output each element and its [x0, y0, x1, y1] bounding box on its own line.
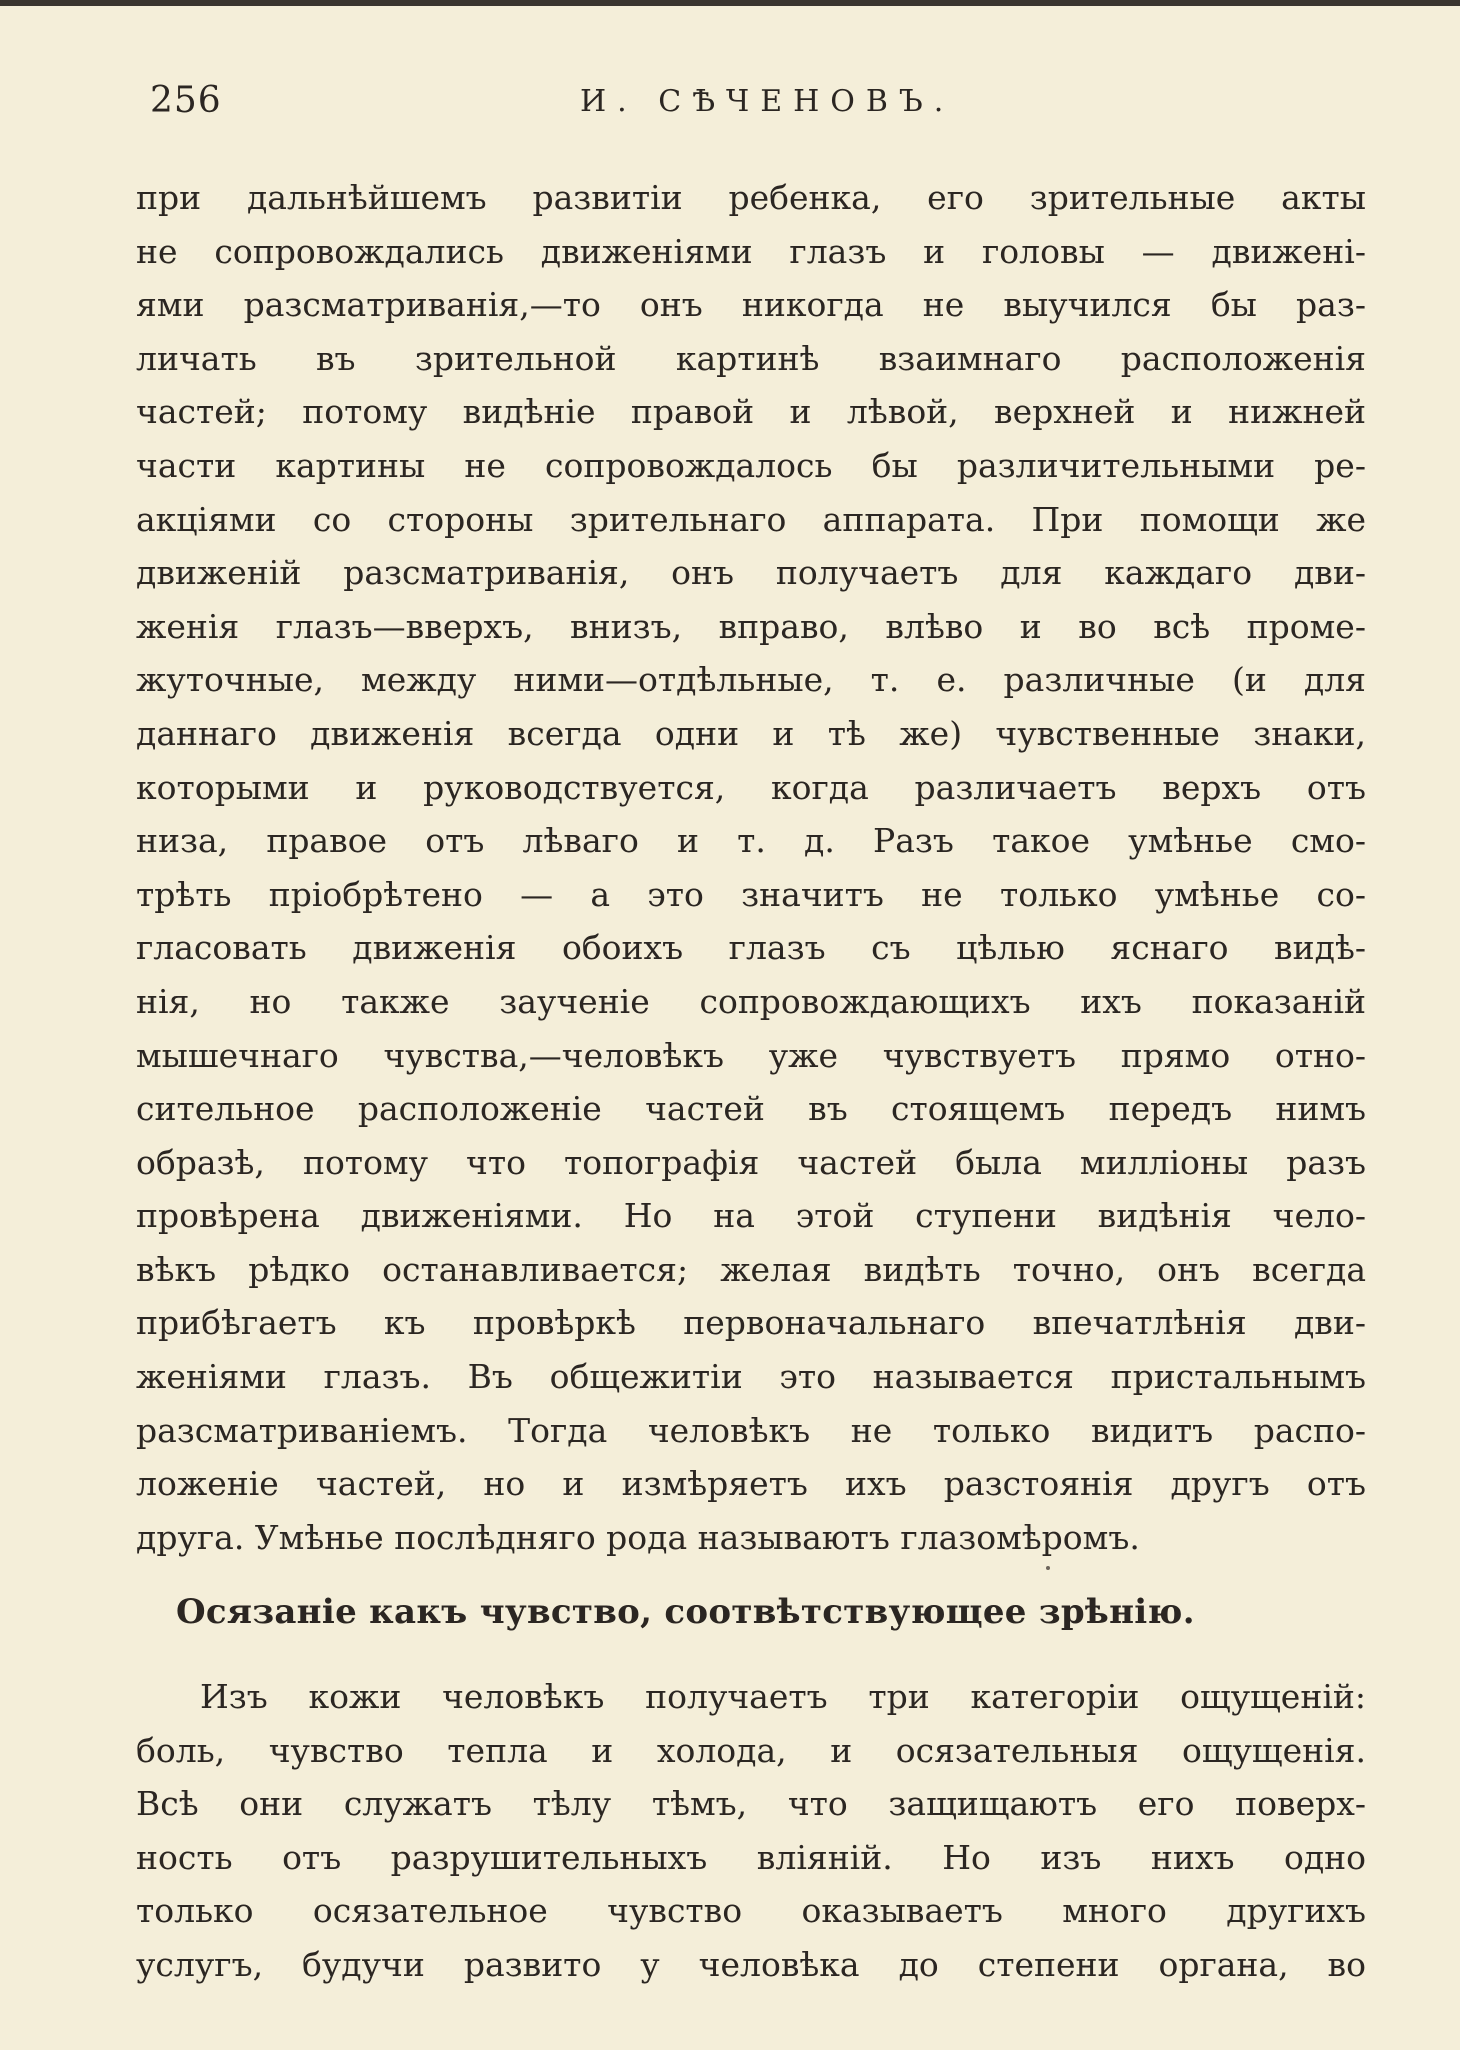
paragraph-1	[136, 171, 1366, 1564]
text-line: которыми и руководствуется, когда различаетъ верхъ отъ	[136, 767, 1366, 807]
text-line: даннаго движенія всегда одни и тѣ же) чувственные знаки,	[136, 713, 1366, 753]
text-line: при дальнѣйшемъ развитіи ребенка, его зрительные акты	[136, 178, 1366, 217]
text-line: друга. Умѣнье послѣдняго рода называютъ глазомѣромъ.	[136, 1517, 1140, 1557]
running-head: И. СѢЧЕНОВЪ.	[580, 84, 955, 119]
text-line: сительное расположеніе частей въ стоящемъ передъ нимъ	[136, 1089, 1366, 1129]
text-line: прибѣгаетъ къ провѣркѣ первоначальнаго впечатлѣнія дви-	[136, 1303, 1366, 1343]
text-line: женіями глазъ. Въ общежитіи это называется пристальнымъ	[136, 1357, 1366, 1397]
text-line: боль, чувство тепла и холода, и осязательныя ощущенія.	[136, 1730, 1366, 1770]
text-line: ями разсматриванія,—то онъ никогда не выучился бы раз-	[136, 285, 1366, 325]
text-line: акціями со стороны зрительнаго аппарата. При помощи же	[136, 499, 1366, 539]
text-line: женія глазъ—вверхъ, внизъ, вправо, влѣво и во всѣ проме-	[136, 606, 1366, 646]
text-line: ность отъ разрушительныхъ вліяній. Но изъ нихъ одно	[136, 1837, 1366, 1877]
top-border	[0, 0, 1460, 6]
text-line: провѣрена движеніями. Но на этой ступени видѣнія чело-	[136, 1196, 1366, 1236]
text-line: нія, но также заученіе сопровождающихъ ихъ показаній	[136, 981, 1366, 1021]
text-line: ложеніе частей, но и измѣряетъ ихъ разстоянія другъ отъ	[136, 1464, 1366, 1504]
print-speck	[1046, 1566, 1050, 1570]
page-number: 256	[150, 80, 222, 121]
text-line: не сопровождались движеніями глазъ и головы — движені-	[136, 231, 1366, 271]
text-line: услугъ, будучи развито у человѣка до степени органа, во	[136, 1944, 1366, 1984]
text-line: образѣ, потому что топографія частей была милліоны разъ	[136, 1142, 1366, 1182]
text-line: трѣть пріобрѣтено — а это значитъ не только умѣнье со-	[136, 874, 1366, 914]
text-line: личать въ зрительной картинѣ взаимнаго расположенія	[136, 338, 1366, 378]
text-line: мышечнаго чувства,—человѣкъ уже чувствуетъ прямо отно-	[136, 1035, 1366, 1075]
text-line: гласовать движенія обоихъ глазъ съ цѣлью яснаго видѣ-	[136, 928, 1366, 968]
text-line: Изъ кожи человѣкъ получаетъ три категоріи ощущеній:	[200, 1677, 1366, 1716]
section-heading: Осязаніе какъ чувство, соотвѣтствующее зрѣнію.	[176, 1592, 1195, 1632]
page-header	[150, 80, 1370, 124]
text-line: жуточные, между ними—отдѣльные, т. е. различные (и для	[136, 660, 1366, 700]
text-line: разсматриваніемъ. Тогда человѣкъ не только видитъ распо-	[136, 1410, 1366, 1450]
text-line: Всѣ они служатъ тѣлу тѣмъ, что защищаютъ его поверх-	[136, 1784, 1366, 1824]
text-line: низа, правое отъ лѣваго и т. д. Разъ такое умѣнье смо-	[136, 821, 1366, 861]
paragraph-2	[136, 1670, 1366, 1992]
text-line: только осязательное чувство оказываетъ много другихъ	[136, 1891, 1366, 1931]
text-line: частей; потому видѣніе правой и лѣвой, верхней и нижней	[136, 392, 1366, 432]
text-line: части картины не сопровождалось бы различительными ре-	[136, 445, 1366, 485]
text-line: движеній разсматриванія, онъ получаетъ для каждаго дви-	[136, 553, 1366, 593]
text-line: вѣкъ рѣдко останавливается; желая видѣть точно, онъ всегда	[136, 1249, 1366, 1289]
